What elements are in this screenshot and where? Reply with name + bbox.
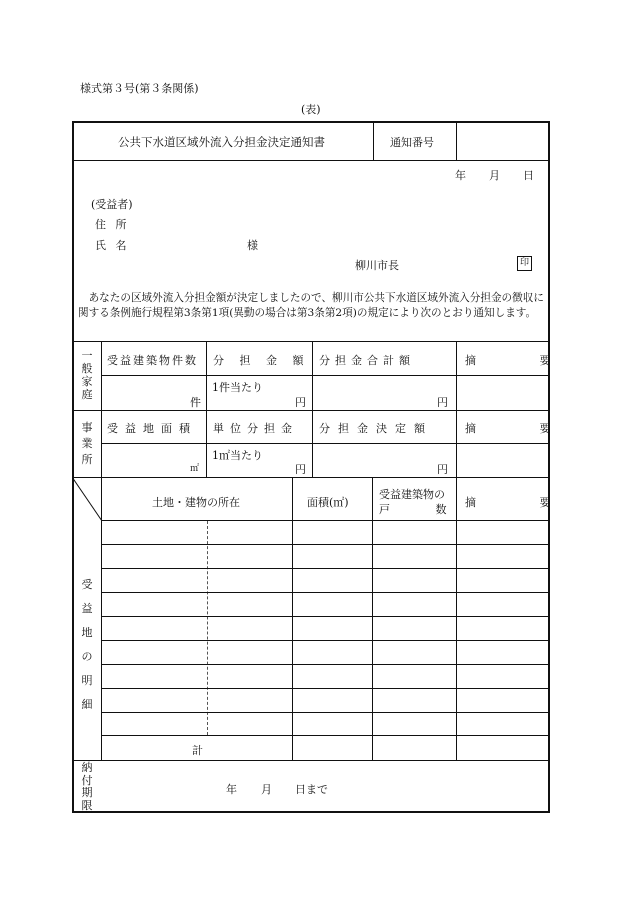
notice-number-label: 通知番号 [390,136,434,149]
notice-number-value[interactable] [462,134,544,148]
date-year: 年 [455,169,466,182]
name-label: 氏 名 [95,239,127,252]
detail-col-units-top: 受益建築物の [379,488,445,501]
notice-form-frame [72,121,550,813]
business-per-sqm-label [212,447,263,463]
business-yen-unit: 円 [295,463,306,476]
detail-total-label: 計 [192,744,203,757]
general-per-unit-label: 1件当たり [212,381,263,394]
business-col-remarks: 摘 要 [465,422,551,435]
detail-col-units-bottom: 戸 数 [379,503,447,516]
date-month: 月 [489,169,500,182]
general-col-amount: 分 担 金 額 [213,354,304,367]
form-number: 様式第３号(第３条関係) [80,82,199,95]
header-diagonal [72,477,102,521]
general-yen-total: 円 [437,396,448,409]
general-col-building-count: 受益建築物件数 [107,354,198,367]
general-col-total: 分担金合計額 [319,354,415,367]
business-unit-area: ㎡ [190,464,200,474]
general-col-remarks: 摘 要 [465,354,551,367]
per-sqm-suffix: 当たり [230,449,263,462]
deadline-year: 年 [226,783,237,796]
deadline-day-until: 日まで [295,783,328,796]
deadline-month: 月 [261,783,272,796]
business-col-decided-amount: 分担金決定額 [319,422,433,435]
recipient-label: (受益者) [91,198,133,211]
address-label: 住 所 [95,218,127,231]
detail-col-location: 土地・建物の所在 [152,496,240,509]
deadline-side-label: 納付期限 [81,761,93,812]
business-yen-decided: 円 [437,463,448,476]
detail-col-area: 面積(㎡) [307,496,349,509]
issuer-name: 柳川市長 [355,259,399,272]
notice-body-text: あなたの区域外流入分担金額が決定しましたので、柳川市公共下水道区域外流入分担金の徴収に関する条例施行規程第3条第1項(異動の場合は第3条第2項)の規定により次のとおり通知します。 [78,292,544,319]
general-household-label: 一般家庭 [81,349,93,401]
general-yen-amount: 円 [295,396,306,409]
general-unit-count: 件 [190,396,201,409]
detail-col-remarks: 摘 要 [465,496,551,509]
detail-side-label: 受益地の明細 [81,578,93,711]
official-seal: 印 [517,256,532,271]
business-col-area: 受益地面積 [107,422,197,435]
form-side-label: (表) [301,103,321,116]
per-sqm-unit: 1㎡ [212,449,230,462]
honorific: 様 [247,239,258,252]
date-day: 日 [523,169,534,182]
form-title: 公共下水道区域外流入分担金決定通知書 [118,135,325,149]
business-col-unit-charge: 単位分担金 [213,422,298,435]
business-label: 事業所 [81,421,93,466]
